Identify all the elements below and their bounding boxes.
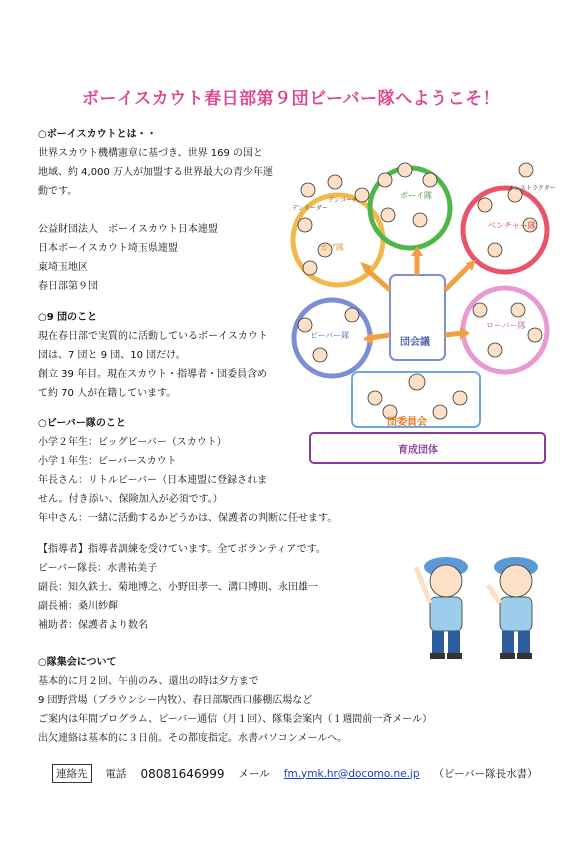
leader-line: 【指導者】指導者訓練を受けています。全てボランティアです。 [38,544,326,555]
boy-label: ボーイ隊 [400,191,432,200]
council-meeting-label: 団会議 [400,337,430,348]
den-coach-label: デンコーチ [328,197,358,204]
text-line: 出欠連絡は基本的に３日前。その都度指定。水書パソコンメールへ。 [38,733,348,744]
council-committee-label: 団委員会 [387,417,427,428]
beaver-label: ビーバー隊 [310,331,350,340]
text-line: ご案内は年間プログラム、ビーバー通信（月１回）、隊集会案内（１週間前一斉メール） [38,714,433,725]
instructor-label: インストラクター [508,185,556,192]
text-line: 地域、約 4,000 万人が加盟する世界最大の青少年運 [38,167,273,178]
section-heading-beaver: ○ビーバー隊のこと [38,418,126,429]
text-line: 基本的に月２回、午前のみ、還出の時は夕方まで [38,676,259,687]
contact-note: （ビーバー隊長水書） [433,768,538,780]
text-line: 団は、7 団と 9 団、10 団だけ。 [38,350,186,361]
text-line: せん。付き添い、保険加入が必須です。） [38,494,223,505]
email-link[interactable]: fm.ymk.hr@docomo.ne.jp [283,767,420,780]
page-title: ボーイスカウト春日部第９団ビーバー隊へようこそ！ [81,89,501,109]
section-heading-boyscout: ○ボーイスカウトとは・・ [38,129,157,140]
left-column [38,125,308,403]
text-line: 創立 39 年目。現在スカウト・指導者・団委員含め [38,369,268,380]
leader-line: 副長補：桑川紗輝 [38,601,118,612]
contact-label: 連絡先 [52,764,92,783]
org-line: 春日部第９団 [38,281,98,292]
section-heading-9dan: ○9 団のこと [38,312,98,323]
scout-kid-right [488,557,538,659]
venture-label: ベンチャー隊 [488,221,536,230]
org-line: 日本ボーイスカウト埼玉県連盟 [38,243,178,254]
text-line: 世界スカウト機構憲章に基づき、世界 169 の国と [38,148,264,159]
mail-label: メール [238,768,270,780]
text-line: 動です。 [38,186,78,197]
scout-kids-illustration [408,545,558,670]
text-line: 小学２年生：ビッグビーバー（スカウト） [38,437,227,448]
organization-diagram [290,150,560,465]
rover-label: ローバー隊 [486,321,526,330]
org-line: 公益財団法人 ボーイスカウト日本連盟 [38,224,218,235]
den-leader-label: デンリーダー [292,205,328,212]
contact-bar [52,764,538,783]
cub-label: カブ隊 [320,243,344,252]
section-heading-meeting: ○隊集会について [38,657,117,668]
leader-line: 補助者：保護者より数名 [38,620,148,631]
text-line: 年中さん：一緒に活動するかどうかは、保護者の判断に任せます。 [38,513,338,524]
text-line: 小学１年生：ビーバースカウト [38,456,177,467]
text-line: て約 70 人が在籍しています。 [38,388,177,399]
phone-label: 電話 [105,768,127,780]
text-line: 現在春日部で実質的に活動しているボーイスカウト [38,331,268,342]
org-line: 東埼玉地区 [38,262,88,273]
leader-line: 副長：知久鉄士、菊地博之、小野田孝一、溝口博則、永田雄一 [38,582,318,593]
leader-line: ビーバー隊長：水書祐美子 [38,563,158,574]
support-org-label: 育成団体 [398,445,438,456]
text-line: 9 団野営場（ブラウンシー内牧）、春日部駅西口藤棚広場など [38,695,313,706]
text-line: 年長さん：リトルビーバー（日本連盟に登録されま [38,475,268,486]
phone-number: 08081646999 [140,766,225,781]
scout-kid-left [416,557,468,659]
